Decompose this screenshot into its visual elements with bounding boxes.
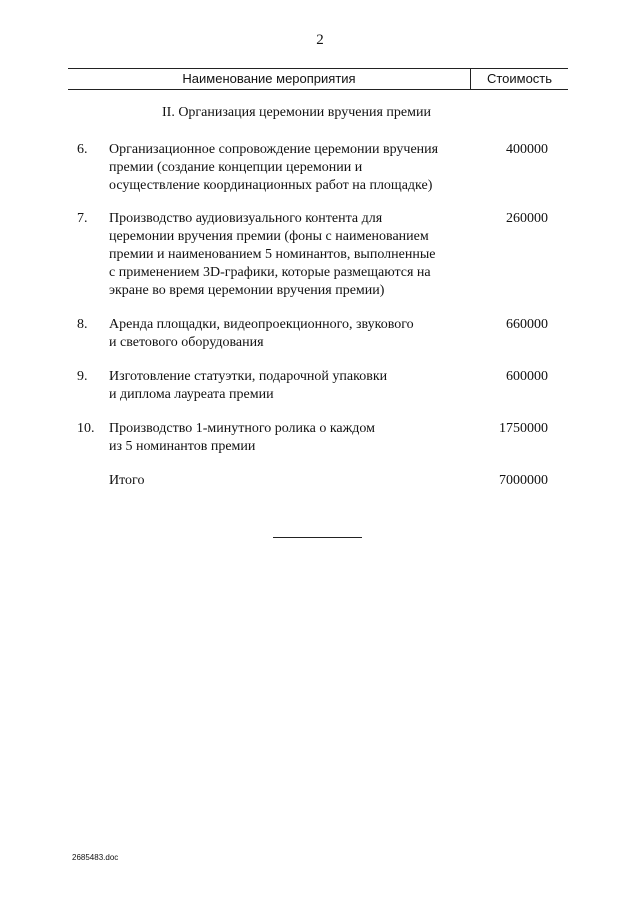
row-number: 8. [77,317,88,332]
row-description: Аренда площадки, видеопроекционного, звукового и светового оборудования [109,317,414,350]
header-cost-column: Стоимость [486,71,553,86]
row-cost: 660000 [506,317,548,332]
total-label: Итого [109,473,145,488]
row-description: Организационное сопровождение церемонии вручения премии (создание концепции церемонии и осуществление координационных работ на площадке) [109,142,439,193]
row-description: Производство аудиовизуального контента для церемонии вручения премии (фоны с наименованием премии и наименованием 5 номинантов, выполненные с применением 3D-графики, которые размещаются на экране во время церемонии вручения премии) [109,211,436,298]
row-cost: 400000 [506,142,548,157]
section-title: II. Организация церемонии вручения премии [162,105,431,120]
row-cost: 600000 [506,369,548,384]
row-description: Изготовление статуэтки, подарочной упаковки и диплома лауреата премии [109,369,388,402]
row-cost: 260000 [506,211,548,226]
end-divider [273,537,362,538]
page-number: 2 [316,32,324,48]
header-name-column: Наименование мероприятия [68,69,471,89]
footer-file-name: 2685483.doc [72,853,119,862]
table-header [68,68,568,90]
row-number: 6. [77,142,88,157]
total-cost: 7000000 [499,473,548,488]
row-cost: 1750000 [499,421,548,436]
row-number: 10. [77,421,95,436]
row-number: 9. [77,369,88,384]
row-number: 7. [77,211,88,226]
row-description: Производство 1-минутного ролика о каждом из 5 номинантов премии [109,421,376,454]
